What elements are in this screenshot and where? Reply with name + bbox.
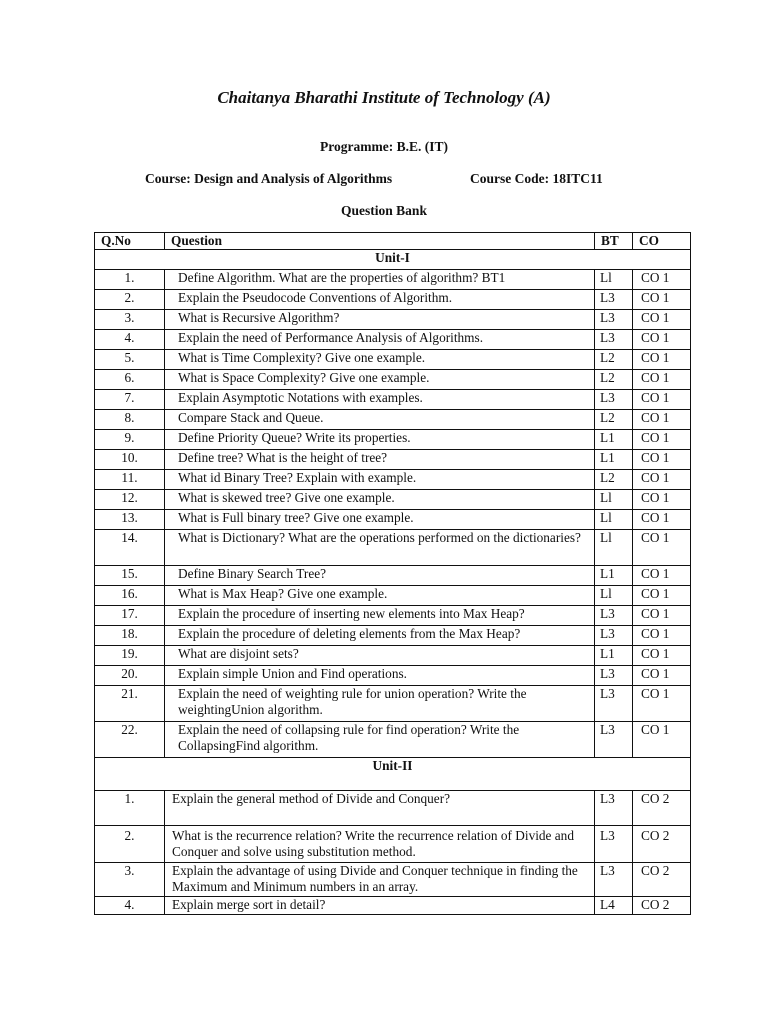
question-text: Define tree? What is the height of tree?: [165, 450, 595, 470]
bt-level: L1: [595, 450, 633, 470]
question-number: 2.: [95, 290, 165, 310]
question-text: Explain the procedure of deleting elements from the Max Heap?: [165, 626, 595, 646]
table-row: [95, 490, 691, 510]
bt-level: L2: [595, 350, 633, 370]
question-text: What is skewed tree? Give one example.: [165, 490, 595, 510]
table-row: [95, 863, 691, 897]
question-bank-table: [94, 232, 691, 915]
question-number: 1.: [95, 791, 165, 826]
bt-level: L2: [595, 470, 633, 490]
header-bt: BT: [595, 233, 633, 250]
bt-level: L3: [595, 666, 633, 686]
table-row: [95, 646, 691, 666]
question-number: 19.: [95, 646, 165, 666]
question-text: Explain simple Union and Find operations.: [165, 666, 595, 686]
table-row: [95, 722, 691, 758]
unit-heading: Unit-I: [95, 250, 691, 270]
table-header-row: [95, 233, 691, 250]
course-outcome: CO 1: [633, 470, 691, 490]
bt-level: L3: [595, 390, 633, 410]
course-outcome: CO 1: [633, 510, 691, 530]
course-outcome: CO 1: [633, 722, 691, 758]
question-number: 22.: [95, 722, 165, 758]
course-outcome: CO 1: [633, 370, 691, 390]
course-outcome: CO 2: [633, 897, 691, 915]
question-text: What is Max Heap? Give one example.: [165, 586, 595, 606]
bt-level: L3: [595, 722, 633, 758]
bt-level: L3: [595, 791, 633, 826]
question-text: Explain the need of collapsing rule for find operation? Write the CollapsingFind algorithm.: [165, 722, 595, 758]
course-outcome: CO 1: [633, 430, 691, 450]
bt-level: Ll: [595, 586, 633, 606]
document-title: Question Bank: [341, 203, 427, 218]
bt-level: L1: [595, 646, 633, 666]
programme-heading: Programme: B.E. (IT): [320, 139, 448, 154]
question-text: What is Time Complexity? Give one example.: [165, 350, 595, 370]
table-row: [95, 450, 691, 470]
institute-title: Chaitanya Bharathi Institute of Technology (A): [217, 88, 551, 107]
course-name: Course: Design and Analysis of Algorithms: [145, 171, 393, 186]
course-outcome: CO 1: [633, 646, 691, 666]
question-text: Define Binary Search Tree?: [165, 566, 595, 586]
question-text: What is Full binary tree? Give one example.: [165, 510, 595, 530]
question-number: 6.: [95, 370, 165, 390]
header-question: Question: [165, 233, 595, 250]
bt-level: L1: [595, 430, 633, 450]
question-number: 11.: [95, 470, 165, 490]
table-row: [95, 510, 691, 530]
course-outcome: CO 2: [633, 791, 691, 826]
question-number: 20.: [95, 666, 165, 686]
bt-level: L3: [595, 310, 633, 330]
question-text: Define Algorithm. What are the properties of algorithm? BT1: [165, 270, 595, 290]
table-row: [95, 826, 691, 863]
course-outcome: CO 1: [633, 270, 691, 290]
question-number: 1.: [95, 270, 165, 290]
question-text: What id Binary Tree? Explain with example.: [165, 470, 595, 490]
bt-level: L2: [595, 370, 633, 390]
course-outcome: CO 1: [633, 686, 691, 722]
bt-level: L4: [595, 897, 633, 915]
question-number: 5.: [95, 350, 165, 370]
table-row: [95, 897, 691, 915]
bt-level: L3: [595, 330, 633, 350]
question-text: Define Priority Queue? Write its properties.: [165, 430, 595, 450]
table-row: [95, 290, 691, 310]
table-row: [95, 686, 691, 722]
question-text: What is Space Complexity? Give one example.: [165, 370, 595, 390]
table-row: [95, 666, 691, 686]
question-number: 16.: [95, 586, 165, 606]
table-row: [95, 530, 691, 566]
unit-heading-row: [95, 758, 691, 791]
bt-level: Ll: [595, 530, 633, 566]
question-number: 8.: [95, 410, 165, 430]
table-row: [95, 370, 691, 390]
course-outcome: CO 1: [633, 350, 691, 370]
table-row: [95, 626, 691, 646]
course-outcome: CO 1: [633, 290, 691, 310]
course-outcome: CO 1: [633, 390, 691, 410]
question-number: 18.: [95, 626, 165, 646]
bt-level: Ll: [595, 270, 633, 290]
question-text: Explain merge sort in detail?: [165, 897, 595, 915]
table-row: [95, 566, 691, 586]
question-number: 7.: [95, 390, 165, 410]
unit-heading-row: [95, 250, 691, 270]
header-qno: Q.No: [95, 233, 165, 250]
unit-heading: Unit-II: [95, 758, 691, 791]
bt-level: L1: [595, 566, 633, 586]
question-number: 9.: [95, 430, 165, 450]
table-row: [95, 470, 691, 490]
table-row: [95, 270, 691, 290]
course-outcome: CO 1: [633, 450, 691, 470]
table-row: [95, 430, 691, 450]
question-text: Compare Stack and Queue.: [165, 410, 595, 430]
bt-level: L2: [595, 410, 633, 430]
course-outcome: CO 1: [633, 330, 691, 350]
question-number: 3.: [95, 863, 165, 897]
table-row: [95, 586, 691, 606]
table-row: [95, 606, 691, 626]
question-text: Explain the need of Performance Analysis of Algorithms.: [165, 330, 595, 350]
bt-level: Ll: [595, 490, 633, 510]
course-outcome: CO 1: [633, 666, 691, 686]
course-outcome: CO 1: [633, 490, 691, 510]
bt-level: L3: [595, 686, 633, 722]
question-text: Explain the general method of Divide and Conquer?: [165, 791, 595, 826]
bt-level: L3: [595, 863, 633, 897]
bt-level: L3: [595, 826, 633, 863]
table-row: [95, 390, 691, 410]
course-outcome: CO 1: [633, 530, 691, 566]
question-number: 2.: [95, 826, 165, 863]
course-code: Course Code: 18ITC11: [470, 171, 603, 186]
course-outcome: CO 2: [633, 863, 691, 897]
question-number: 13.: [95, 510, 165, 530]
bt-level: L3: [595, 626, 633, 646]
question-text: What is the recurrence relation? Write the recurrence relation of Divide and Conquer and solve using substitution method.: [165, 826, 595, 863]
table-row: [95, 791, 691, 826]
question-text: What is Dictionary? What are the operations performed on the dictionaries?: [165, 530, 595, 566]
table-row: [95, 350, 691, 370]
question-number: 4.: [95, 897, 165, 915]
course-outcome: CO 1: [633, 626, 691, 646]
table-row: [95, 330, 691, 350]
question-number: 10.: [95, 450, 165, 470]
course-outcome: CO 1: [633, 586, 691, 606]
question-number: 4.: [95, 330, 165, 350]
question-text: Explain Asymptotic Notations with examples.: [165, 390, 595, 410]
table-row: [95, 410, 691, 430]
course-outcome: CO 1: [633, 410, 691, 430]
question-number: 17.: [95, 606, 165, 626]
bt-level: L3: [595, 290, 633, 310]
table-row: [95, 310, 691, 330]
question-number: 12.: [95, 490, 165, 510]
question-number: 3.: [95, 310, 165, 330]
header-co: CO: [633, 233, 691, 250]
course-outcome: CO 2: [633, 826, 691, 863]
question-text: Explain the Pseudocode Conventions of Algorithm.: [165, 290, 595, 310]
question-number: 15.: [95, 566, 165, 586]
question-text: Explain the procedure of inserting new elements into Max Heap?: [165, 606, 595, 626]
question-number: 14.: [95, 530, 165, 566]
bt-level: L3: [595, 606, 633, 626]
course-outcome: CO 1: [633, 566, 691, 586]
question-number: 21.: [95, 686, 165, 722]
question-text: Explain the advantage of using Divide and Conquer technique in finding the Maximum and Minimum numbers in an array.: [165, 863, 595, 897]
question-text: What is Recursive Algorithm?: [165, 310, 595, 330]
bt-level: Ll: [595, 510, 633, 530]
question-text: Explain the need of weighting rule for union operation? Write the weightingUnion algorithm.: [165, 686, 595, 722]
course-outcome: CO 1: [633, 606, 691, 626]
course-outcome: CO 1: [633, 310, 691, 330]
question-text: What are disjoint sets?: [165, 646, 595, 666]
